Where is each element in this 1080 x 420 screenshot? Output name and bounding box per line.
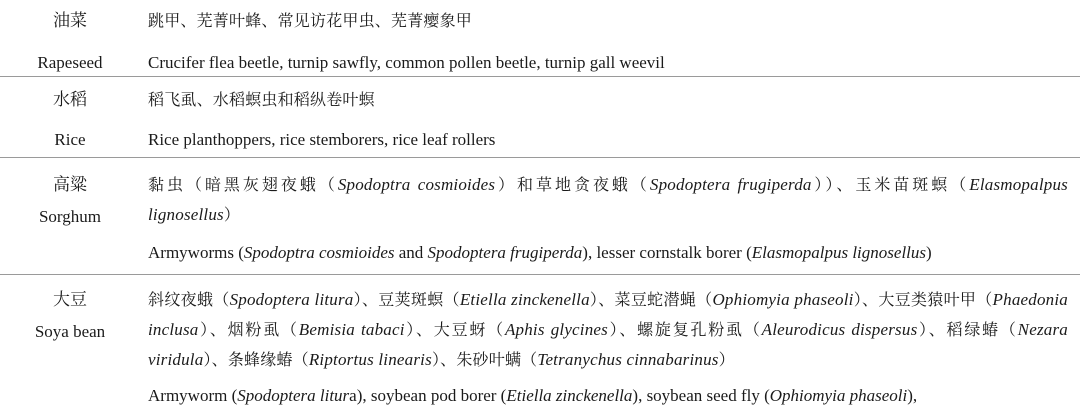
crop-name-zh: 油菜 (53, 11, 87, 31)
table-row-soya-bean (0, 275, 1080, 420)
crop-cell (0, 170, 140, 232)
pest-list-en: Crucifer flea beetle, turnip sawfly, common pollen beetle, turnip gall weevil (148, 53, 665, 72)
crop-name-en: Sorghum (38, 207, 102, 226)
pest-list-en: Armyworm (Spodoptera litura), soybean pod borer (Etiella zinckenella), soybean seed fly (Ophiomyia phaseoli), (148, 386, 918, 405)
pest-cell (148, 285, 1068, 411)
table-row-rapeseed (0, 0, 1080, 76)
crop-name-en: Rice (54, 130, 86, 149)
crop-cell (0, 6, 140, 78)
pest-list-en: Armyworms (Spodoptra cosmioides and Spodoptera frugiperda), lesser cornstalk borer (Elasmopalpus lignosellus) (148, 243, 932, 262)
crop-name-zh: 大豆 (53, 290, 87, 310)
crop-cell (0, 85, 140, 155)
table-row-rice (0, 77, 1080, 157)
pest-cell (148, 85, 1068, 155)
crop-name-zh: 水稻 (53, 90, 87, 110)
pest-cell (148, 6, 1068, 78)
pest-list-zh: 跳甲、芜菁叶蜂、常见访花甲虫、芜菁瘿象甲 (148, 11, 473, 30)
crop-name-en: Rapeseed (37, 53, 103, 72)
pest-list-en: Rice planthoppers, rice stemborers, rice leaf rollers (148, 130, 496, 149)
crop-name-zh: 高粱 (53, 175, 87, 195)
crop-cell (0, 285, 140, 347)
pest-list-zh: 黏虫（暗黑灰翅夜蛾（Spodoptra cosmioides）和草地贪夜蛾（Spodoptera frugiperda））、玉米苗斑螟（Elasmopalpus lignosellus） (148, 175, 1068, 224)
pest-cell (148, 170, 1068, 268)
pest-list-zh: 斜纹夜蛾（Spodoptera litura）、豆荚斑螟（Etiella zinckenella）、菜豆蛇潜蝇（Ophiomyia phaseoli）、大豆类猿叶甲（Phaedonia inclusa）、烟粉虱（Bemisia tabaci）、大豆蚜（Aphis glycines）、螺旋复孔粉虱（Aleurodicus dispersus）、稻绿蝽（Nezara viridula）、条蜂缘蝽（Riptortus linearis）、朱砂叶螨（Tetranychus cinnabarinus） (148, 290, 1068, 369)
pest-list-zh: 稻飞虱、水稻螟虫和稻纵卷叶螟 (148, 90, 375, 109)
table-row-sorghum (0, 158, 1080, 274)
crop-name-en: Soya bean (34, 322, 106, 341)
